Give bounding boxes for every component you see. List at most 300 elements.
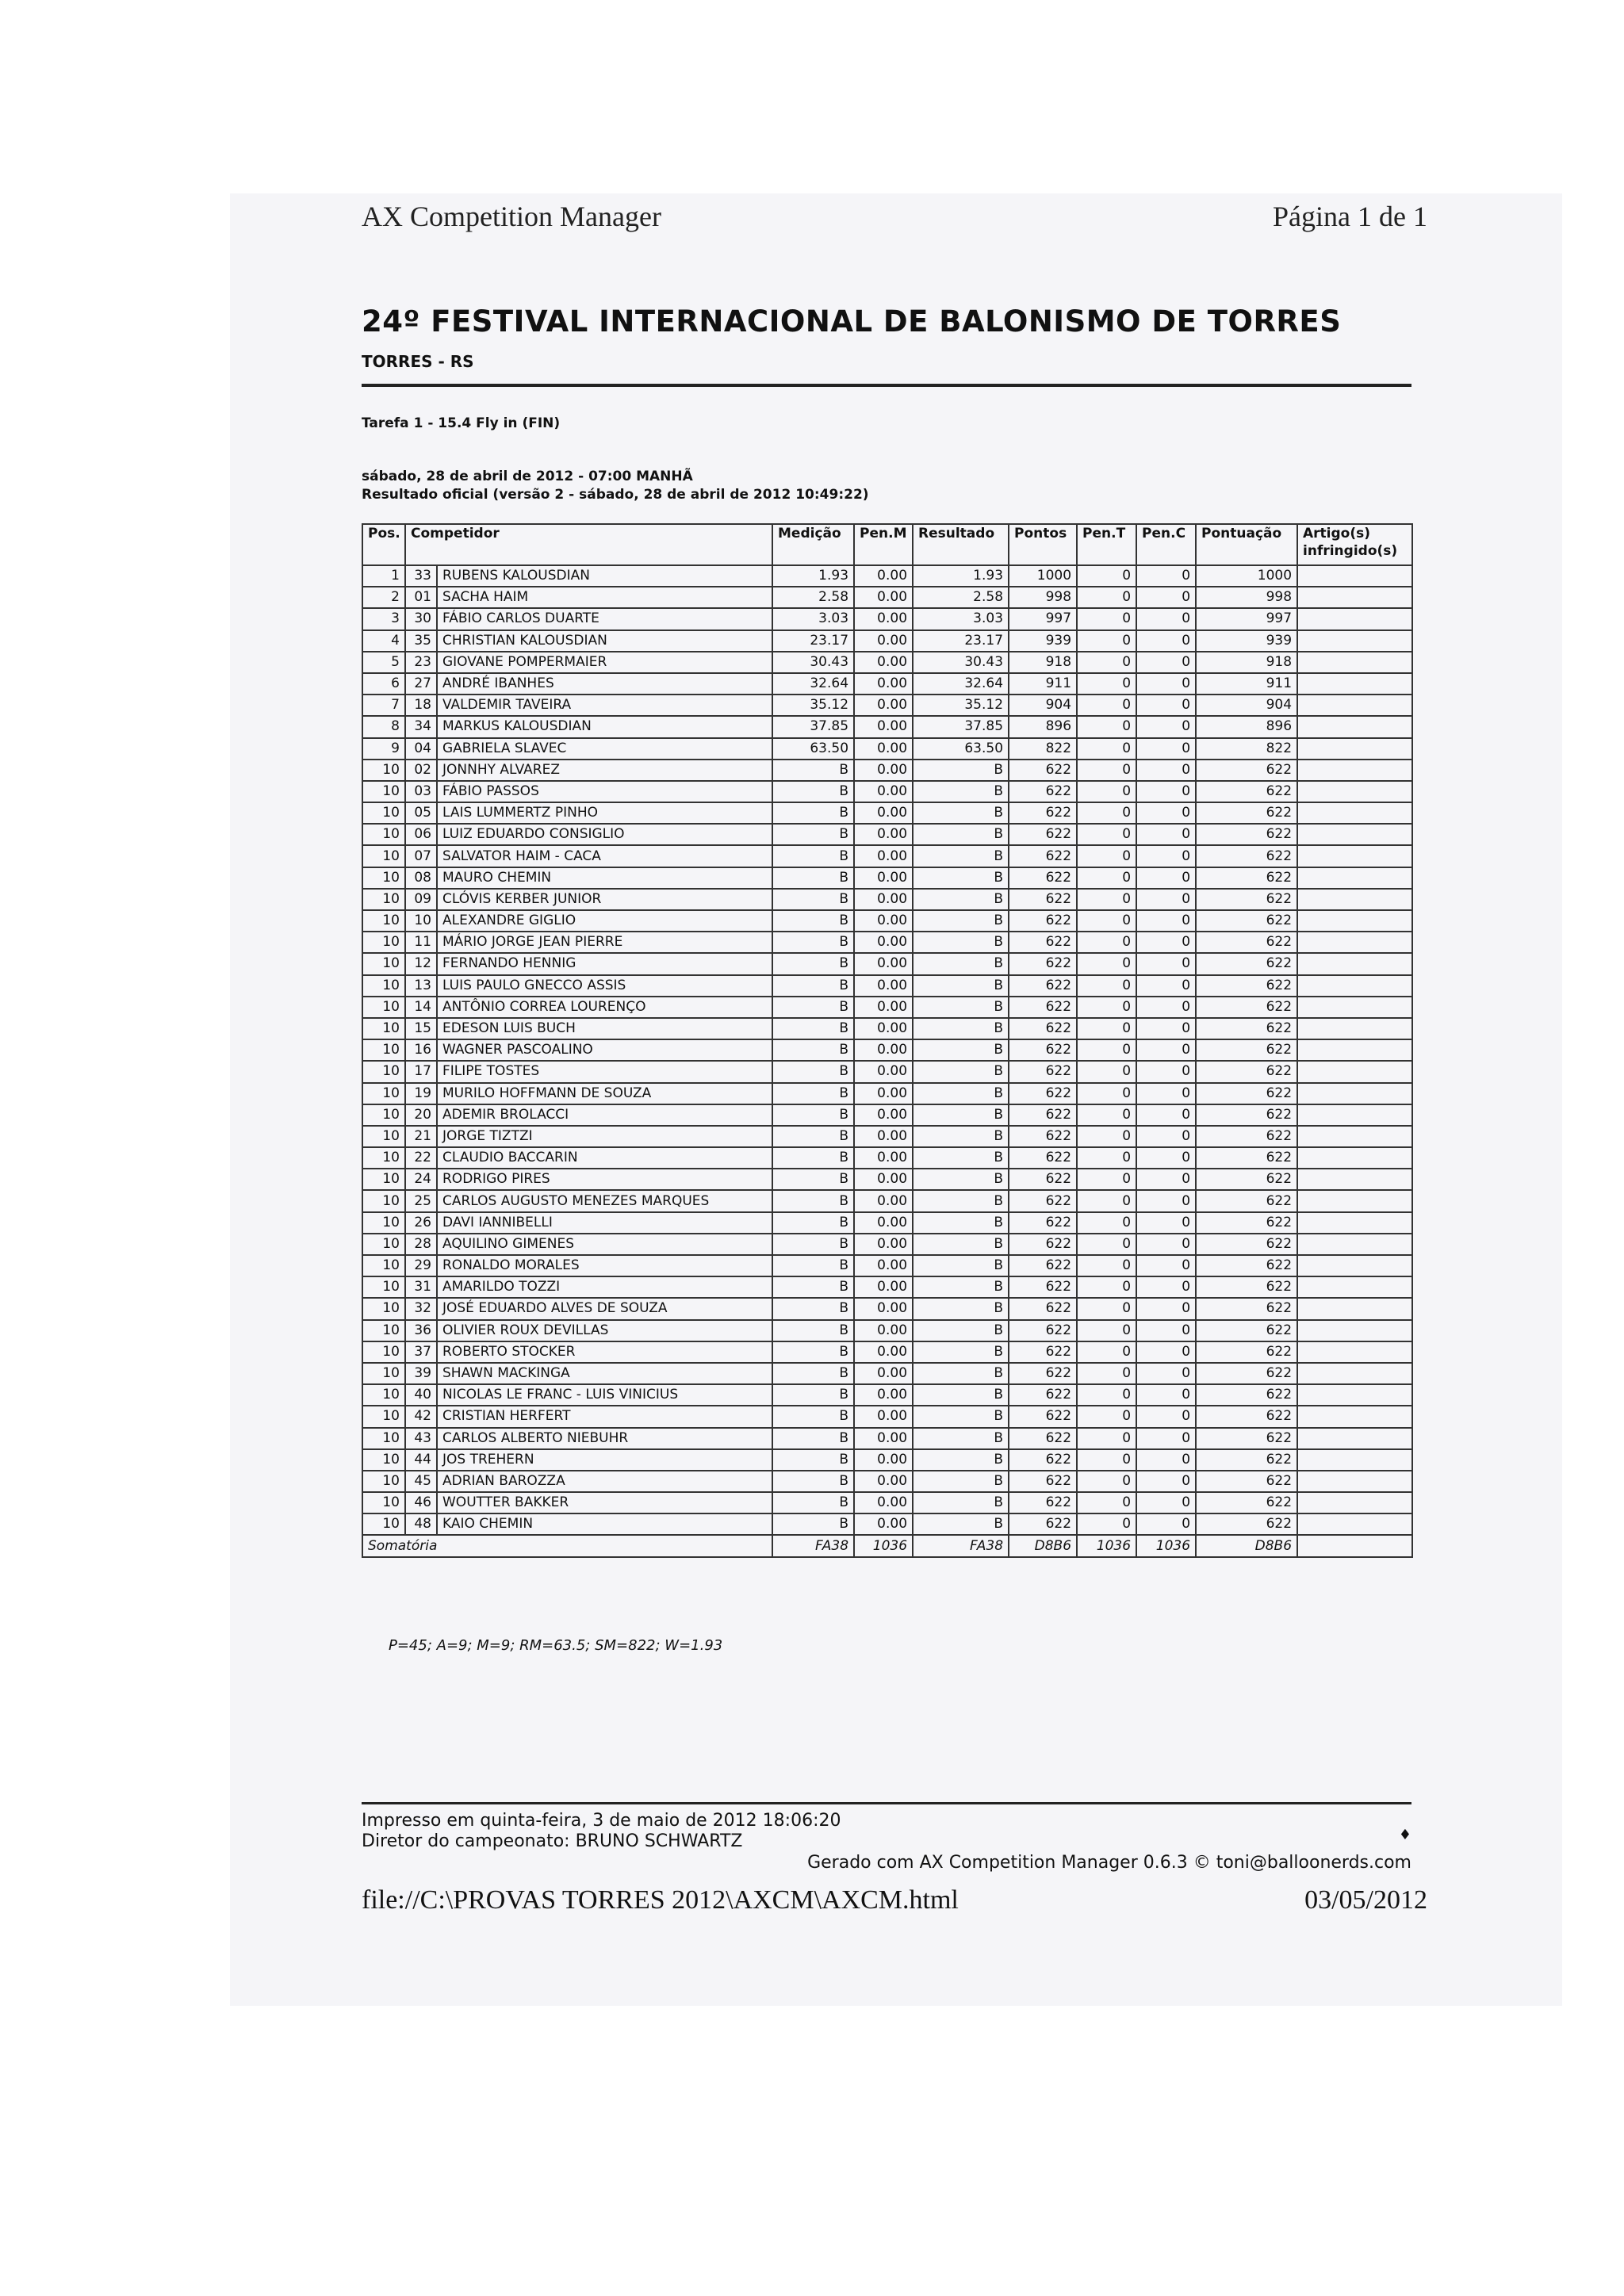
table-row <box>362 910 1412 932</box>
number-cell: 19 <box>405 1083 437 1104</box>
measurement-cell: B <box>772 1341 854 1363</box>
pos-cell: 10 <box>362 824 405 845</box>
pen-c-cell: 0 <box>1136 1492 1196 1513</box>
points-cell: 622 <box>1009 1406 1077 1427</box>
score-cell: 622 <box>1196 1513 1297 1535</box>
score-cell: 622 <box>1196 1449 1297 1471</box>
score-cell: 622 <box>1196 1104 1297 1126</box>
competitor-cell: FERNANDO HENNIG <box>437 953 772 974</box>
result-cell: B <box>913 953 1009 974</box>
pos-cell: 10 <box>362 1190 405 1211</box>
table-row <box>362 1320 1412 1341</box>
pen-c-cell: 0 <box>1136 953 1196 974</box>
pos-cell: 10 <box>362 1513 405 1535</box>
pen-t-cell: 0 <box>1077 1276 1136 1298</box>
print-header-app-title: AX Competition Manager <box>362 201 661 232</box>
pen-c-cell: 0 <box>1136 910 1196 932</box>
pos-cell: 8 <box>362 716 405 737</box>
pen-c-cell: 0 <box>1136 565 1196 587</box>
points-cell: 622 <box>1009 1276 1077 1298</box>
score-cell: 911 <box>1196 673 1297 695</box>
points-cell: 822 <box>1009 738 1077 760</box>
pos-cell: 10 <box>362 889 405 910</box>
number-cell: 17 <box>405 1061 437 1082</box>
score-cell: 622 <box>1196 953 1297 974</box>
pen-t-cell: 0 <box>1077 953 1136 974</box>
pen-t-cell: 0 <box>1077 716 1136 737</box>
pos-cell: 10 <box>362 932 405 953</box>
table-row <box>362 673 1412 695</box>
pen-c-cell: 0 <box>1136 1298 1196 1319</box>
points-cell: 997 <box>1009 608 1077 629</box>
result-cell: B <box>913 1018 1009 1039</box>
score-cell: 622 <box>1196 1147 1297 1169</box>
pen-t-cell: 0 <box>1077 1190 1136 1211</box>
score-cell: 918 <box>1196 652 1297 673</box>
competitor-cell: VALDEMIR TAVEIRA <box>437 695 772 716</box>
pen-t-cell: 0 <box>1077 1083 1136 1104</box>
table-row <box>362 845 1412 867</box>
points-cell: 622 <box>1009 1190 1077 1211</box>
result-cell: B <box>913 1104 1009 1126</box>
competitor-cell: JONNHY ALVAREZ <box>437 760 772 781</box>
table-header-row <box>362 524 1412 565</box>
pen-t-cell: 0 <box>1077 1406 1136 1427</box>
number-cell: 23 <box>405 652 437 673</box>
points-cell: 998 <box>1009 587 1077 608</box>
articles-cell <box>1297 1083 1412 1104</box>
number-cell: 31 <box>405 1276 437 1298</box>
table-row <box>362 1169 1412 1190</box>
pen-c-cell: 0 <box>1136 1104 1196 1126</box>
number-cell: 48 <box>405 1513 437 1535</box>
pen-c-cell: 0 <box>1136 1234 1196 1255</box>
number-cell: 26 <box>405 1212 437 1234</box>
number-cell: 13 <box>405 975 437 997</box>
pen-m-cell: 0.00 <box>854 1320 913 1341</box>
result-cell: B <box>913 1341 1009 1363</box>
summary-cell <box>1297 1535 1412 1556</box>
number-cell: 36 <box>405 1320 437 1341</box>
measurement-cell: B <box>772 824 854 845</box>
number-cell: 14 <box>405 997 437 1018</box>
number-cell: 37 <box>405 1341 437 1363</box>
competitor-cell: RUBENS KALOUSDIAN <box>437 565 772 587</box>
points-cell: 622 <box>1009 997 1077 1018</box>
points-cell: 622 <box>1009 1083 1077 1104</box>
competitor-cell: ADEMIR BROLACCI <box>437 1104 772 1126</box>
measurement-cell: B <box>772 1492 854 1513</box>
header-divider <box>362 384 1411 387</box>
pen-t-cell: 0 <box>1077 1018 1136 1039</box>
footer-divider <box>362 1802 1411 1804</box>
pen-c-cell: 0 <box>1136 802 1196 824</box>
header-result: Resultado <box>913 524 1009 565</box>
points-cell: 622 <box>1009 1169 1077 1190</box>
number-cell: 03 <box>405 781 437 802</box>
competitor-cell: ADRIAN BAROZZA <box>437 1471 772 1492</box>
score-cell: 622 <box>1196 1255 1297 1276</box>
summary-label: Somatória <box>362 1535 772 1556</box>
pos-cell: 4 <box>362 630 405 652</box>
articles-cell <box>1297 1341 1412 1363</box>
diamond-icon: ♦ <box>1398 1827 1411 1843</box>
number-cell: 44 <box>405 1449 437 1471</box>
pos-cell: 10 <box>362 1169 405 1190</box>
score-cell: 622 <box>1196 1363 1297 1384</box>
result-cell: B <box>913 1276 1009 1298</box>
pen-m-cell: 0.00 <box>854 1276 913 1298</box>
pen-t-cell: 0 <box>1077 1449 1136 1471</box>
pen-m-cell: 0.00 <box>854 587 913 608</box>
competitor-cell: AQUILINO GIMENES <box>437 1234 772 1255</box>
result-cell: B <box>913 997 1009 1018</box>
measurement-cell: B <box>772 1126 854 1147</box>
measurement-cell: B <box>772 1449 854 1471</box>
pen-t-cell: 0 <box>1077 802 1136 824</box>
result-cell: B <box>913 1169 1009 1190</box>
score-cell: 997 <box>1196 608 1297 629</box>
competitor-cell: MARKUS KALOUSDIAN <box>437 716 772 737</box>
header-measurement: Medição <box>772 524 854 565</box>
measurement-cell: B <box>772 1212 854 1234</box>
measurement-cell: 2.58 <box>772 587 854 608</box>
pen-m-cell: 0.00 <box>854 1212 913 1234</box>
pen-t-cell: 0 <box>1077 1169 1136 1190</box>
pos-cell: 10 <box>362 1104 405 1126</box>
points-cell: 918 <box>1009 652 1077 673</box>
pen-m-cell: 0.00 <box>854 652 913 673</box>
points-cell: 911 <box>1009 673 1077 695</box>
pos-cell: 10 <box>362 781 405 802</box>
score-cell: 622 <box>1196 1471 1297 1492</box>
pen-c-cell: 0 <box>1136 1083 1196 1104</box>
measurement-cell: B <box>772 1190 854 1211</box>
score-cell: 622 <box>1196 997 1297 1018</box>
articles-cell <box>1297 1363 1412 1384</box>
pen-m-cell: 0.00 <box>854 1169 913 1190</box>
points-cell: 622 <box>1009 824 1077 845</box>
pos-cell: 10 <box>362 1320 405 1341</box>
summary-row <box>362 1535 1412 1556</box>
result-cell: B <box>913 889 1009 910</box>
points-cell: 622 <box>1009 845 1077 867</box>
table-row <box>362 1039 1412 1061</box>
pen-m-cell: 0.00 <box>854 1039 913 1061</box>
competitor-cell: CLAUDIO BACCARIN <box>437 1147 772 1169</box>
points-cell: 622 <box>1009 1320 1077 1341</box>
points-cell: 622 <box>1009 1384 1077 1406</box>
articles-cell <box>1297 845 1412 867</box>
points-cell: 622 <box>1009 781 1077 802</box>
articles-cell <box>1297 953 1412 974</box>
table-row <box>362 1492 1412 1513</box>
result-cell: B <box>913 1212 1009 1234</box>
pos-cell: 10 <box>362 910 405 932</box>
pen-t-cell: 0 <box>1077 1104 1136 1126</box>
articles-cell <box>1297 630 1412 652</box>
measurement-cell: B <box>772 910 854 932</box>
table-row <box>362 1212 1412 1234</box>
competitor-cell: OLIVIER ROUX DEVILLAS <box>437 1320 772 1341</box>
pen-c-cell: 0 <box>1136 1169 1196 1190</box>
pen-m-cell: 0.00 <box>854 565 913 587</box>
pen-c-cell: 0 <box>1136 845 1196 867</box>
pos-cell: 10 <box>362 1018 405 1039</box>
competitor-cell: WOUTTER BAKKER <box>437 1492 772 1513</box>
result-cell: 35.12 <box>913 695 1009 716</box>
number-cell: 16 <box>405 1039 437 1061</box>
points-cell: 622 <box>1009 1363 1077 1384</box>
pen-t-cell: 0 <box>1077 932 1136 953</box>
pen-m-cell: 0.00 <box>854 716 913 737</box>
table-row <box>362 1276 1412 1298</box>
score-cell: 622 <box>1196 1234 1297 1255</box>
pos-cell: 10 <box>362 1147 405 1169</box>
points-cell: 622 <box>1009 910 1077 932</box>
articles-cell <box>1297 1471 1412 1492</box>
table-row <box>362 1363 1412 1384</box>
competitor-cell: SACHA HAIM <box>437 587 772 608</box>
number-cell: 09 <box>405 889 437 910</box>
number-cell: 04 <box>405 738 437 760</box>
event-location: TORRES - RS <box>362 352 474 371</box>
articles-cell <box>1297 1190 1412 1211</box>
pen-t-cell: 0 <box>1077 673 1136 695</box>
statistics-line: P=45; A=9; M=9; RM=63.5; SM=822; W=1.93 <box>389 1637 723 1654</box>
measurement-cell: B <box>772 1234 854 1255</box>
measurement-cell: 32.64 <box>772 673 854 695</box>
table-row <box>362 652 1412 673</box>
measurement-cell: B <box>772 1061 854 1082</box>
competitor-cell: LUIZ EDUARDO CONSIGLIO <box>437 824 772 845</box>
score-cell: 622 <box>1196 1492 1297 1513</box>
table-row <box>362 1384 1412 1406</box>
table-row <box>362 824 1412 845</box>
result-cell: 2.58 <box>913 587 1009 608</box>
score-cell: 822 <box>1196 738 1297 760</box>
header-pen-t: Pen.T <box>1077 524 1136 565</box>
articles-cell <box>1297 889 1412 910</box>
pen-t-cell: 0 <box>1077 760 1136 781</box>
competitor-cell: EDESON LUIS BUCH <box>437 1018 772 1039</box>
articles-cell <box>1297 738 1412 760</box>
score-cell: 622 <box>1196 889 1297 910</box>
pen-t-cell: 0 <box>1077 608 1136 629</box>
pen-c-cell: 0 <box>1136 695 1196 716</box>
pen-c-cell: 0 <box>1136 1018 1196 1039</box>
table-row <box>362 738 1412 760</box>
pen-m-cell: 0.00 <box>854 867 913 889</box>
number-cell: 29 <box>405 1255 437 1276</box>
score-cell: 622 <box>1196 1169 1297 1190</box>
table-row <box>362 1298 1412 1319</box>
pen-c-cell: 0 <box>1136 1341 1196 1363</box>
header-infringed-articles: Artigo(s) infringido(s) <box>1297 524 1412 565</box>
header-pen-c: Pen.C <box>1136 524 1196 565</box>
table-row <box>362 608 1412 629</box>
articles-cell <box>1297 1212 1412 1234</box>
header-score: Pontuação <box>1196 524 1297 565</box>
articles-cell <box>1297 932 1412 953</box>
generator-credit: Gerado com AX Competition Manager 0.6.3 © toni@balloonerds.com <box>807 1853 1411 1873</box>
score-cell: 904 <box>1196 695 1297 716</box>
measurement-cell: B <box>772 760 854 781</box>
pen-m-cell: 0.00 <box>854 953 913 974</box>
pen-t-cell: 0 <box>1077 1492 1136 1513</box>
summary-cell: D8B6 <box>1009 1535 1077 1556</box>
table-row <box>362 997 1412 1018</box>
pen-m-cell: 0.00 <box>854 1492 913 1513</box>
articles-cell <box>1297 1147 1412 1169</box>
pos-cell: 10 <box>362 997 405 1018</box>
table-row <box>362 932 1412 953</box>
number-cell: 21 <box>405 1126 437 1147</box>
points-cell: 622 <box>1009 975 1077 997</box>
result-cell: B <box>913 1255 1009 1276</box>
competitor-cell: SALVATOR HAIM - CACA <box>437 845 772 867</box>
table-row <box>362 587 1412 608</box>
pen-c-cell: 0 <box>1136 738 1196 760</box>
result-cell: 3.03 <box>913 608 1009 629</box>
result-cell: 32.64 <box>913 673 1009 695</box>
pen-t-cell: 0 <box>1077 1320 1136 1341</box>
pos-cell: 10 <box>362 1298 405 1319</box>
competitor-cell: JORGE TIZTZI <box>437 1126 772 1147</box>
pen-t-cell: 0 <box>1077 1341 1136 1363</box>
pos-cell: 10 <box>362 975 405 997</box>
competitor-cell: KAIO CHEMIN <box>437 1513 772 1535</box>
measurement-cell: B <box>772 1298 854 1319</box>
table-row <box>362 1234 1412 1255</box>
championship-director: Diretor do campeonato: BRUNO SCHWARTZ <box>362 1831 743 1851</box>
number-cell: 33 <box>405 565 437 587</box>
pos-cell: 10 <box>362 867 405 889</box>
summary-cell: 1036 <box>854 1535 913 1556</box>
score-cell: 622 <box>1196 781 1297 802</box>
pen-m-cell: 0.00 <box>854 1298 913 1319</box>
pen-m-cell: 0.00 <box>854 1449 913 1471</box>
table-row <box>362 867 1412 889</box>
table-row <box>362 975 1412 997</box>
table-row <box>362 1341 1412 1363</box>
competitor-cell: ANTÔNIO CORREA LOURENÇO <box>437 997 772 1018</box>
measurement-cell: 3.03 <box>772 608 854 629</box>
pen-c-cell: 0 <box>1136 1126 1196 1147</box>
result-cell: B <box>913 1428 1009 1449</box>
pen-m-cell: 0.00 <box>854 1234 913 1255</box>
pos-cell: 10 <box>362 1492 405 1513</box>
pen-m-cell: 0.00 <box>854 1363 913 1384</box>
result-cell: 30.43 <box>913 652 1009 673</box>
articles-cell <box>1297 716 1412 737</box>
competitor-cell: GABRIELA SLAVEC <box>437 738 772 760</box>
articles-cell <box>1297 1449 1412 1471</box>
print-header-page-number: Página 1 de 1 <box>1273 201 1427 232</box>
measurement-cell: 30.43 <box>772 652 854 673</box>
pen-m-cell: 0.00 <box>854 1083 913 1104</box>
task-date: sábado, 28 de abril de 2012 - 07:00 MANHÃ <box>362 469 693 484</box>
competitor-cell: CARLOS AUGUSTO MENEZES MARQUES <box>437 1190 772 1211</box>
articles-cell <box>1297 1384 1412 1406</box>
pos-cell: 7 <box>362 695 405 716</box>
points-cell: 622 <box>1009 867 1077 889</box>
result-cell: B <box>913 975 1009 997</box>
pos-cell: 3 <box>362 608 405 629</box>
pen-t-cell: 0 <box>1077 1126 1136 1147</box>
pen-m-cell: 0.00 <box>854 1428 913 1449</box>
articles-cell <box>1297 1255 1412 1276</box>
pen-m-cell: 0.00 <box>854 802 913 824</box>
articles-cell <box>1297 1126 1412 1147</box>
pen-c-cell: 0 <box>1136 673 1196 695</box>
pos-cell: 9 <box>362 738 405 760</box>
measurement-cell: B <box>772 1147 854 1169</box>
pen-m-cell: 0.00 <box>854 1147 913 1169</box>
pen-t-cell: 0 <box>1077 565 1136 587</box>
pen-c-cell: 0 <box>1136 1061 1196 1082</box>
measurement-cell: B <box>772 1276 854 1298</box>
result-cell: B <box>913 760 1009 781</box>
points-cell: 622 <box>1009 1449 1077 1471</box>
number-cell: 11 <box>405 932 437 953</box>
pos-cell: 10 <box>362 1428 405 1449</box>
table-row <box>362 1471 1412 1492</box>
measurement-cell: B <box>772 975 854 997</box>
articles-cell <box>1297 695 1412 716</box>
score-cell: 622 <box>1196 910 1297 932</box>
measurement-cell: B <box>772 1255 854 1276</box>
table-row <box>362 1147 1412 1169</box>
result-cell: B <box>913 802 1009 824</box>
score-cell: 622 <box>1196 1018 1297 1039</box>
result-cell: B <box>913 867 1009 889</box>
score-cell: 622 <box>1196 760 1297 781</box>
pos-cell: 10 <box>362 1234 405 1255</box>
pen-t-cell: 0 <box>1077 652 1136 673</box>
score-cell: 622 <box>1196 932 1297 953</box>
articles-cell <box>1297 1039 1412 1061</box>
articles-cell <box>1297 1018 1412 1039</box>
pen-t-cell: 0 <box>1077 1061 1136 1082</box>
score-cell: 896 <box>1196 716 1297 737</box>
competitor-cell: CARLOS ALBERTO NIEBUHR <box>437 1428 772 1449</box>
number-cell: 35 <box>405 630 437 652</box>
result-cell: 1.93 <box>913 565 1009 587</box>
pos-cell: 10 <box>362 1276 405 1298</box>
measurement-cell: B <box>772 1428 854 1449</box>
pen-t-cell: 0 <box>1077 738 1136 760</box>
points-cell: 622 <box>1009 760 1077 781</box>
pen-t-cell: 0 <box>1077 630 1136 652</box>
pen-t-cell: 0 <box>1077 1428 1136 1449</box>
competitor-cell: JOS TREHERN <box>437 1449 772 1471</box>
score-cell: 998 <box>1196 587 1297 608</box>
competitor-cell: ALEXANDRE GIGLIO <box>437 910 772 932</box>
pen-c-cell: 0 <box>1136 587 1196 608</box>
pen-t-cell: 0 <box>1077 1147 1136 1169</box>
articles-cell <box>1297 608 1412 629</box>
result-cell: B <box>913 1384 1009 1406</box>
pen-t-cell: 0 <box>1077 1298 1136 1319</box>
pos-cell: 10 <box>362 760 405 781</box>
printed-timestamp: Impresso em quinta-feira, 3 de maio de 2012 18:06:20 <box>362 1811 841 1831</box>
pen-t-cell: 0 <box>1077 845 1136 867</box>
number-cell: 18 <box>405 695 437 716</box>
score-cell: 622 <box>1196 1276 1297 1298</box>
score-cell: 622 <box>1196 1039 1297 1061</box>
score-cell: 622 <box>1196 1126 1297 1147</box>
